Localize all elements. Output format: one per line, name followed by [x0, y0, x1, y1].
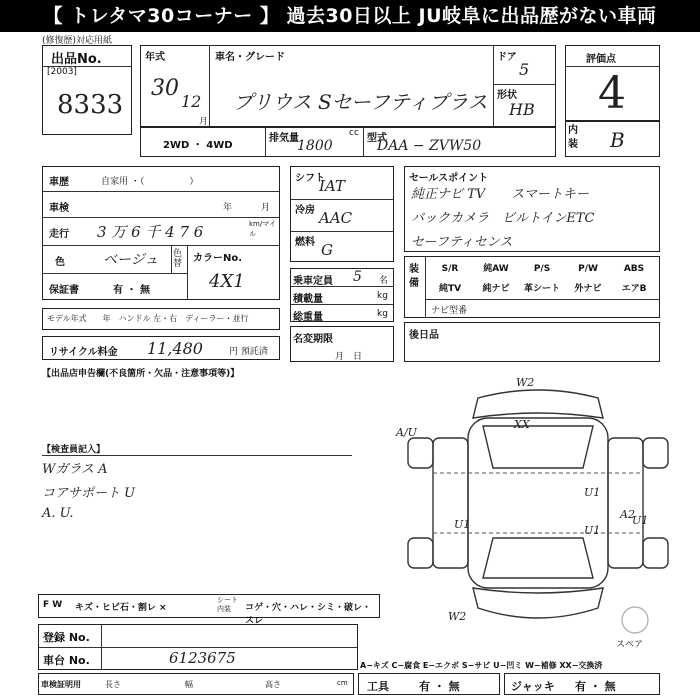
color-label: 色 — [55, 257, 65, 268]
equip-power-windows: P/W — [578, 264, 598, 274]
load-unit: kg — [377, 291, 388, 301]
equip-alloy-wheels: 純AW — [483, 264, 509, 274]
month-unit: 月 — [199, 117, 209, 127]
score-label: 評価点 — [586, 54, 616, 65]
door-value: 5 — [519, 60, 530, 79]
title-banner: 【 トレタマ30コーナー 】 過去30日以上 JU岐阜に出品歴がない車両 — [0, 0, 700, 32]
name-change-unit: 月 日 — [335, 352, 363, 362]
later-items-box — [404, 322, 660, 362]
ac-label: 冷房 — [295, 205, 315, 216]
mark-rear: W2 — [448, 610, 467, 623]
inspector-line-2: コアサポート U — [42, 486, 136, 501]
warranty-label: 保証書 — [49, 285, 79, 296]
shape-value: HB — [509, 100, 535, 119]
sales-point-line-2: バックカメラ ビルトインETC — [411, 211, 595, 226]
cert-label: 車検証明用 — [41, 680, 81, 689]
model-label: 型式 — [367, 133, 387, 144]
exhibitor-note-label: 【出品店申告欄(不良箇所・欠品・注意事項等)】 — [42, 369, 240, 379]
vehicle-box — [140, 45, 556, 127]
tools-value: 有 ・ 無 — [419, 680, 460, 693]
year-value: 30 — [151, 76, 179, 101]
navi-model-label: ナビ型番 — [431, 306, 468, 316]
cert-row — [38, 673, 354, 695]
jack-value: 有 ・ 無 — [575, 680, 616, 693]
form-note: (修復歴)対応用紙 — [42, 36, 113, 46]
displacement-value: 1800 — [297, 138, 333, 154]
mark-windshield: W2 — [516, 378, 535, 389]
recycle-unit: 円 預託済 — [229, 347, 268, 357]
color-change-label: 色替 — [173, 249, 183, 269]
shift-value: IAT — [319, 177, 345, 195]
damage-legend: A−キズ C−腐食 E−エクボ S−サビ U−凹ミ W−補修 XX−交換済 — [360, 661, 603, 670]
load-label: 積載量 — [293, 294, 323, 305]
score-box — [565, 45, 660, 121]
sales-point-line-3: セーフティセンス — [411, 235, 513, 250]
name-label: 車名・グレード — [215, 52, 285, 63]
history-box — [42, 166, 280, 300]
fw-label: F W — [43, 600, 63, 610]
mileage-unit: km/マイル — [249, 220, 277, 238]
drivetrain-box — [290, 166, 394, 262]
capacity-unit: 名 — [379, 276, 389, 286]
mileage-label: 走行 — [49, 229, 69, 240]
equipment-label: 装備 — [409, 264, 419, 289]
equip-ext-navi: 外ナビ — [574, 284, 602, 294]
color-value: ベージュ — [103, 252, 159, 268]
seat-items: コゲ・穴・ハレ・シミ・破レ・スレ — [245, 603, 372, 626]
equip-airbag: エアB — [621, 284, 647, 294]
equip-navi: 純ナビ — [482, 284, 510, 294]
inspection-month-unit: 月 — [261, 203, 271, 213]
mark-left-door: U1 — [454, 518, 471, 531]
equip-leather: 革シート — [523, 284, 560, 294]
gross-unit: kg — [377, 309, 388, 319]
interior-box — [565, 121, 660, 157]
history-value: 自家用 ・（ ） — [101, 177, 199, 187]
year-label: 年式 — [145, 52, 165, 63]
lot-label: 出品No. — [51, 52, 102, 67]
inspector-line-3: A. U. — [42, 506, 74, 521]
shift-label: シフト — [295, 173, 325, 184]
interior-value: B — [610, 128, 625, 152]
fw-row — [38, 594, 380, 626]
cert-width: 幅 — [185, 680, 193, 689]
name-value: プリウス Sセーフティプラス — [233, 90, 488, 114]
gross-label: 総重量 — [293, 312, 323, 323]
jack-label: ジャッキ — [511, 680, 555, 693]
recycle-box — [42, 336, 280, 360]
registration-label: 登録 No. — [43, 631, 90, 644]
model-year-row — [42, 308, 280, 330]
recycle-label: リサイクル料金 — [49, 347, 118, 358]
mark-right-side: A2 — [620, 508, 635, 521]
capacity-value: 5 — [353, 269, 362, 285]
car-damage-diagram — [388, 378, 678, 638]
later-items-label: 後日品 — [409, 330, 439, 341]
displacement-label: 排気量 — [269, 133, 299, 144]
warranty-value: 有 ・ 無 — [113, 285, 150, 296]
mark-right-door: U1 — [584, 486, 601, 499]
fuel-label: 燃料 — [295, 237, 315, 248]
capacity-label: 乗車定員 — [293, 276, 333, 287]
mark-right-quarter: U1 — [632, 514, 649, 527]
name-change-label: 名変期限 — [293, 334, 333, 345]
lot-sub: [2003] — [47, 67, 77, 77]
mark-right-rear: U1 — [584, 524, 601, 537]
fw-items: キズ・ヒビ石・割レ × — [75, 603, 167, 613]
sales-points-box — [404, 166, 660, 252]
tools-label: 工具 — [367, 680, 389, 693]
equip-tv: 純TV — [438, 284, 462, 294]
shape-label: 形状 — [497, 90, 517, 101]
name-change-box — [290, 326, 394, 362]
equipment-box — [404, 256, 660, 318]
sales-point-line-1: 純正ナビ TV スマートキー — [411, 187, 589, 202]
spec-row — [140, 127, 556, 157]
year-month: 12 — [181, 92, 202, 111]
drive-type: 2WD ・ 4WD — [163, 140, 233, 151]
interior-label: 内装 — [568, 125, 578, 150]
lot-number: 8333 — [57, 90, 124, 120]
model-year-text: モデル年式 年 ハンドル 左・右 ディーラー・並行 — [47, 314, 249, 323]
seat-label: シート内装 — [217, 596, 238, 613]
jack-box — [504, 673, 660, 695]
mileage-value: 3 万 6 千 4 7 6 — [97, 223, 204, 241]
registration-box — [38, 624, 358, 670]
chassis-label: 車台 No. — [43, 654, 90, 667]
cert-unit: cm — [337, 679, 348, 687]
history-label: 車歴 — [49, 177, 69, 188]
cc-unit: cc — [349, 128, 359, 138]
model-value: DAA − ZVW50 — [377, 138, 482, 154]
spare-label: スペア — [616, 640, 644, 650]
inspector-line-1: Wガラス A — [42, 462, 108, 477]
color-code-label: カラーNo. — [193, 253, 243, 264]
fuel-value: G — [321, 241, 333, 259]
chassis-value: 6123675 — [169, 649, 236, 667]
equip-sunroof: S/R — [441, 264, 459, 274]
mark-front-left: A/U — [396, 426, 417, 439]
recycle-value: 11,480 — [147, 339, 203, 358]
ac-value: AAC — [319, 209, 353, 227]
inspector-label: 【検査員記入】 — [42, 445, 106, 455]
door-label: ドア — [497, 52, 517, 63]
tools-box — [358, 673, 500, 695]
capacity-box — [290, 268, 394, 322]
sales-points-label: セールスポイント — [409, 173, 489, 184]
lot-box — [42, 45, 132, 135]
inspection-year-unit: 年 — [223, 203, 233, 213]
mark-bonnet: XX — [514, 418, 530, 431]
equip-power-steering: P/S — [533, 264, 551, 274]
equip-abs: ABS — [623, 264, 645, 274]
inspection-label: 車検 — [49, 203, 69, 214]
score-value: 4 — [598, 68, 626, 119]
cert-length: 長さ — [105, 680, 121, 689]
cert-height: 高さ — [265, 680, 281, 689]
color-code-value: 4X1 — [209, 271, 245, 292]
